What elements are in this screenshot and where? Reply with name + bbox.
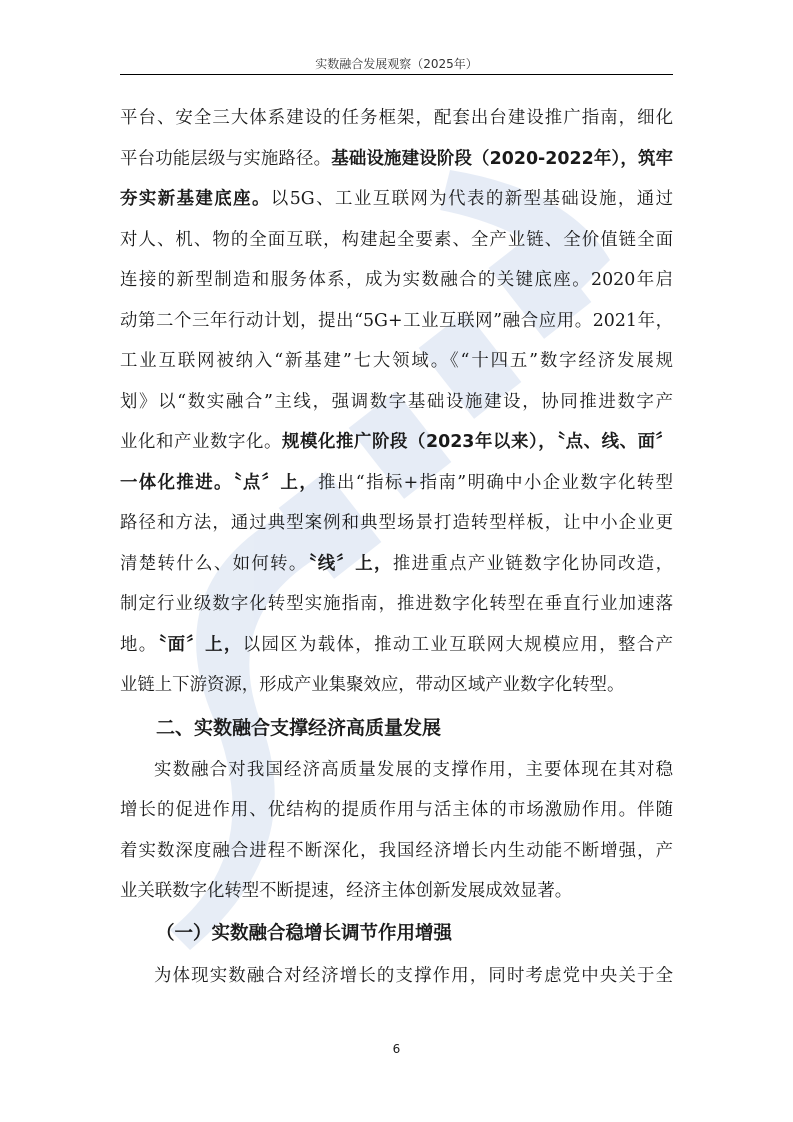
text-line: 清楚转什么、如何转。〝线〞上，推进重点产业链数字化协同改造， <box>120 553 673 574</box>
text-line: 着实数深度融合进程不断深化，我国经济增长内生动能不断增强，产 <box>120 840 673 861</box>
text-line: 实数融合对我国经济高质量发展的支撑作用，主要体现在其对稳 <box>154 759 673 780</box>
text-line: 动第二个三年行动计划，提出“5G+工业互联网”融合应用。2021年， <box>120 310 673 331</box>
text-line: 路径和方法，通过典型案例和典型场景打造转型样板，让中小企业更 <box>120 513 673 533</box>
text-line: 连接的新型制造和服务体系，成为实数融合的关键底座。2020年启 <box>120 270 673 290</box>
text-line: 平台、安全三大体系建设的任务框架，配套出台建设推广指南，细化 <box>120 108 673 128</box>
bold-phrase: 夯实新基建底座。 <box>120 189 271 209</box>
section-heading: 二、实数融合支撑经济高质量发展 <box>156 716 442 739</box>
bold-phrase: 规模化推广阶段（2023年以来），〝点、线、面〞 <box>282 432 673 452</box>
text-line: 增长的促进作用、优结构的提质作用与活主体的市场激励作用。伴随 <box>120 800 673 820</box>
text-line: 夯实新基建底座。以5G、工业互联网为代表的新型基础设施，通过 <box>120 189 673 209</box>
subsection-heading: （一）实数融合稳增长调节作用增强 <box>156 922 453 944</box>
text-line: 一体化推进。〝点〞上，推出“指标+指南”明确中小企业数字化转型 <box>120 472 673 493</box>
text-line: 业链上下游资源，形成产业集聚效应，带动区域产业数字化转型。 <box>120 675 625 695</box>
text-line: 划》以“数实融合”主线，强调数字基础设施建设，协同推进数字产 <box>120 391 673 412</box>
text-line: 地。〝面〞上，以园区为载体，推动工业互联网大规模应用，整合产 <box>120 634 673 655</box>
header-divider <box>120 74 673 75</box>
running-header: 实数融合发展观察（2025年） <box>315 57 478 71</box>
text-line: 制定行业级数字化转型实施指南，推进数字化转型在垂直行业加速落 <box>120 594 673 614</box>
page-body <box>120 98 673 996</box>
page-number: 6 <box>392 1042 401 1056</box>
bold-phrase: 基础设施建设阶段（2020-2022年），筑牢 <box>331 148 673 169</box>
text-line: 工业互联网被纳入“新基建”七大领域。《“十四五”数字经济发展规 <box>120 351 673 371</box>
text-line: 对人、机、物的全面互联，构建起全要素、全产业链、全价值链全面 <box>120 229 673 250</box>
text-line: 业化和产业数字化。规模化推广阶段（2023年以来），〝点、线、面〞 <box>120 432 673 452</box>
bold-phrase: 〝面〞上， <box>157 634 243 655</box>
text-line: 为体现实数融合对经济增长的支撑作用，同时考虑党中央关于全 <box>154 965 673 986</box>
bold-phrase: 一体化推进。〝点〞上， <box>120 472 319 493</box>
bold-phrase: 〝线〞上， <box>307 553 393 574</box>
text-line: 业关联数字化转型不断提速，经济主体创新发展成效显著。 <box>120 881 573 901</box>
text-line: 平台功能层级与实施路径。基础设施建设阶段（2020-2022年），筑牢 <box>120 148 673 169</box>
